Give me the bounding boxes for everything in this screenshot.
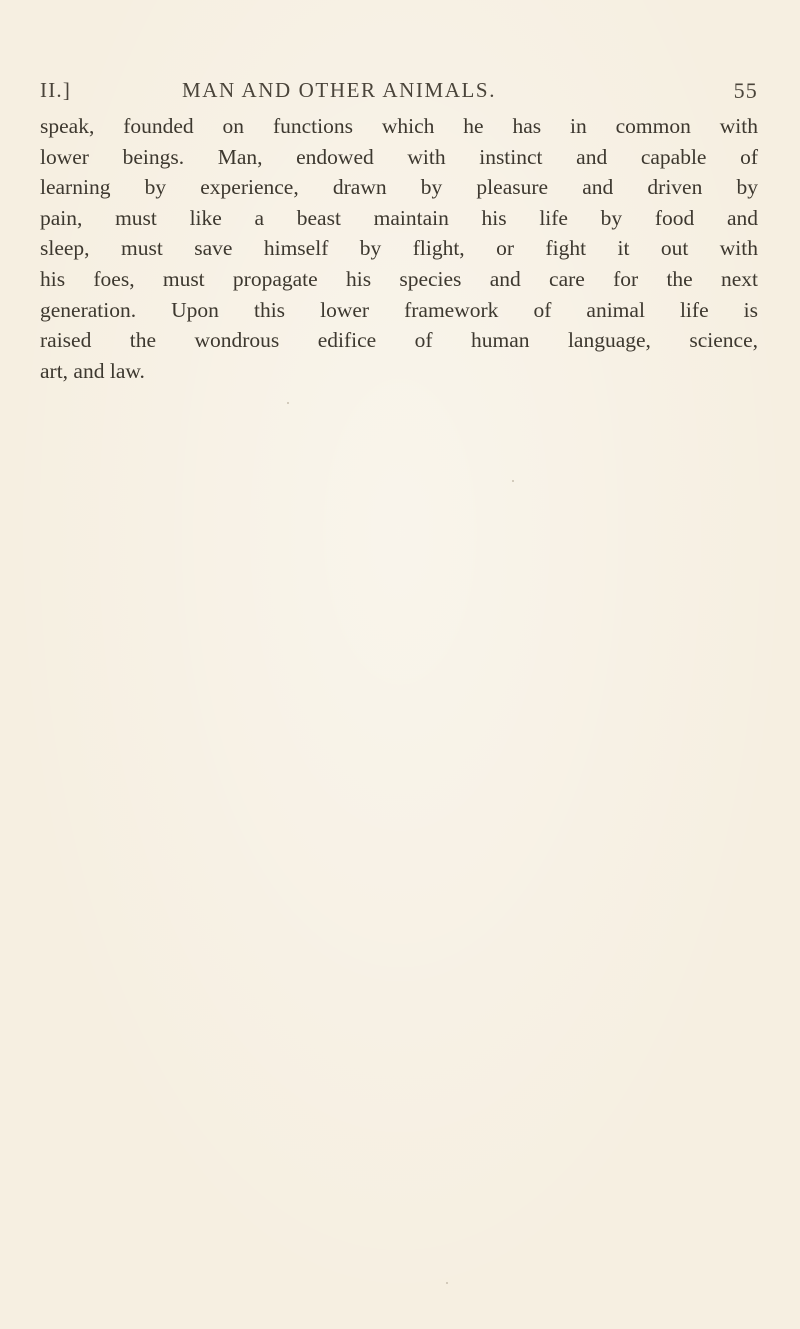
paper-speck [287, 402, 289, 404]
text-line: pain, must like a beast maintain his life by food and [40, 205, 758, 230]
text-line: lower beings. Man, endowed with instinct and capable of [40, 144, 758, 169]
text-line: raised the wondrous edifice of human language, science, [40, 328, 758, 353]
chapter-number: II.] [40, 78, 72, 102]
running-head [40, 78, 758, 112]
text-line: sleep, must save himself by flight, or fight it out with [40, 236, 758, 261]
running-title: MAN AND OTHER ANIMALS. [182, 78, 497, 102]
text-line: his foes, must propagate his species and care for the next [40, 266, 758, 291]
text-line: learning by experience, drawn by pleasure and driven by [40, 175, 758, 200]
paper-speck [512, 480, 514, 482]
page-number: 55 [733, 78, 758, 103]
text-line: art, and law. [40, 358, 145, 383]
text-line: generation. Upon this lower framework of animal life is [40, 297, 758, 322]
text-line: speak, founded on functions which he has in common with [40, 114, 758, 138]
paper-speck [446, 1282, 448, 1284]
body-paragraph [40, 111, 758, 386]
